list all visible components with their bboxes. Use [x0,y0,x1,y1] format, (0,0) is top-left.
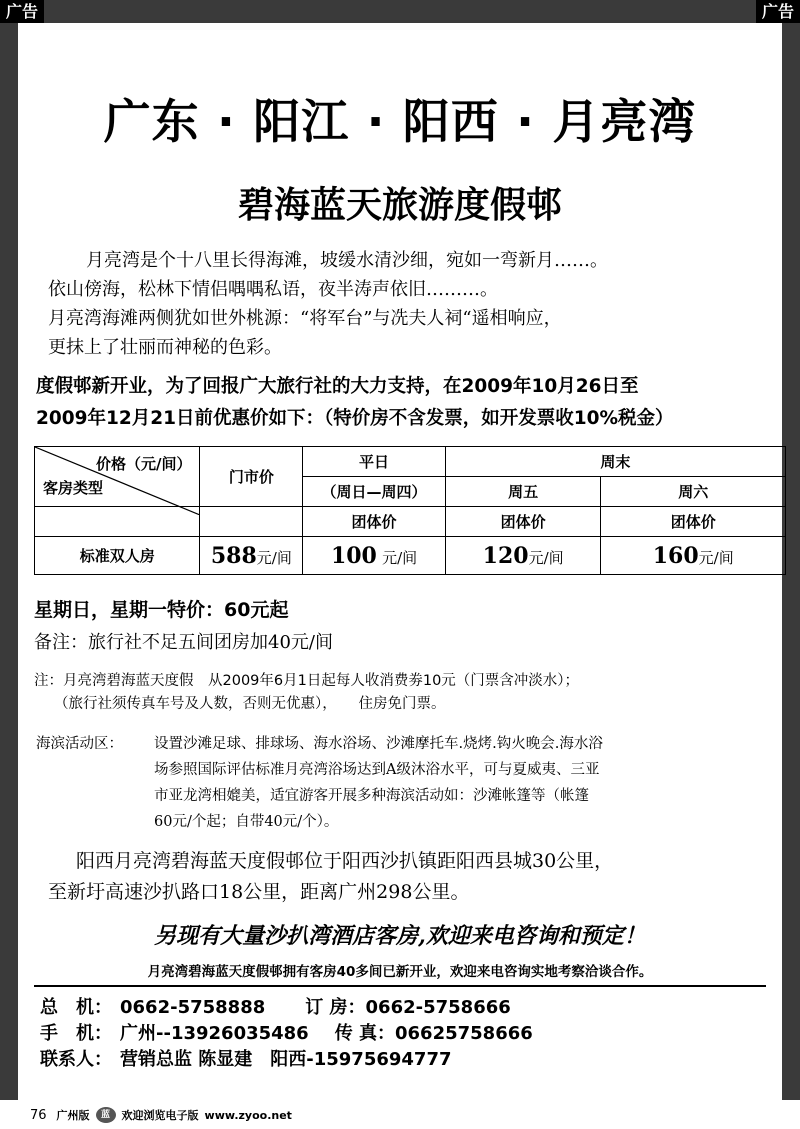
empty-cell [200,507,303,537]
intro-text [48,246,773,362]
header-diagonal-cell [35,447,200,507]
activity-line: 设置沙滩足球、排球场、海水浴场、沙滩摩托车.烧烤.钩火晚会.海水浴 [154,736,603,752]
ad-page [18,23,782,1100]
friday-price-cell [445,537,601,575]
activity-text [154,731,776,835]
price-unit: 元/间 [698,548,734,567]
mobile-label: 手 机： [40,1023,112,1044]
offer-text [36,371,781,435]
door-price-cell [200,537,303,575]
location-line: 至新圩高速沙扒路口18公里，距离广州298公里。 [48,881,470,903]
price-table [34,446,786,575]
activity-line: 市亚龙湾相媲美，适宜游客开展多种海滨活动如：沙滩帐篷等（帐篷 [154,788,589,804]
door-price-header: 门市价 [200,447,303,507]
note-line: 注：月亮湾碧海蓝天度假 从2009年6月1日起每人收消费劵10元（门票含冲淡水）； [34,673,580,689]
room-name: 标准双人房 [35,537,200,575]
intro-line: 月亮湾海滩两侧犹如世外桃源：“将军台”与冼夫人祠“遥相响应， [48,308,562,329]
door-price: 588 [210,542,257,569]
price-label: 价格（元/间） [95,455,192,473]
fax-number[interactable]: 06625758666 [395,1023,533,1044]
friday-price: 120 [482,542,529,569]
divider [34,985,766,987]
remark: 备注：旅行社不足五间团房加40元/间 [34,632,333,653]
activity-section [36,731,776,835]
weekday-range: （周日—周四） [303,477,446,507]
offer-line: 2009年12月21日前优惠价如下：（特价房不含发票，如开发票收10%税金） [36,408,674,429]
switchboard-label: 总 机： [40,997,112,1018]
intro-line: 依山傍海，松林下情侣喁喁私语，夜半涛声依旧………。 [48,279,498,300]
weekday-price: 100 [330,542,377,569]
mobile-number[interactable]: 广州--13926035486 [120,1023,309,1044]
price-unit: 元/间 [382,548,418,567]
fax-label: 传 真： [334,1023,395,1044]
edition-label: 广州版 [56,1109,90,1122]
location-text [48,846,778,908]
group-price-label: 团体价 [445,507,601,537]
room-type-label: 客房类型 [43,479,104,497]
slogan: 另现有大量沙扒湾酒店客房,欢迎来电咨询和预定！ [154,923,646,949]
switchboard-number[interactable]: 0662-5758888 [120,997,266,1018]
page-footer [30,1104,292,1126]
weekend-header: 周末 [445,447,785,477]
capacity-text: 月亮湾碧海蓝天度假邨拥有客房40多间已新开业，欢迎来电咨询实地考察洽谈合作。 [147,964,653,980]
magazine-logo-icon: 蓝 [96,1107,116,1123]
page-title: 广东 · 阳江 · 阳西 · 月亮湾 [103,95,697,150]
promo-text: 欢迎浏览电子版 [121,1109,199,1122]
page-number: 76 [30,1107,47,1123]
price-unit: 元/间 [528,548,564,567]
intro-line: 更抹上了壮丽而神秘的色彩。 [48,337,282,358]
note-line: （旅行社须传真车号及人数，否则无优惠）， 住房免门票。 [54,696,446,712]
activity-line: 场参照国际评估标准月亮湾浴场达到A级沐浴水平，可与夏威夷、三亚 [154,762,600,778]
offer-line: 度假邨新开业，为了回报广大旅行社的大力支持，在2009年10月26日至 [36,376,639,397]
weekday-price-cell [303,537,446,575]
group-price-label: 团体价 [303,507,446,537]
activity-line: 60元/个起；自带40元/个）。 [154,814,339,830]
intro-line: 月亮湾是个十八里长得海滩，坡缓水清沙细，宛如一弯新月……。 [86,250,608,271]
special-offer: 星期日，星期一特价：60元起 [34,599,289,621]
website-link[interactable]: www.zyoo.net [204,1108,292,1122]
saturday-price: 160 [652,542,699,569]
ad-label-right: 广告 [756,0,800,23]
friday-header: 周五 [445,477,601,507]
location-line: 阳西月亮湾碧海蓝天度假邨位于阳西沙扒镇距阳西县城30公里， [76,850,614,872]
booking-label: 订 房： [305,997,366,1018]
contact-person[interactable]: 营销总监 陈显建 阳西-15975694777 [120,1049,452,1070]
resort-name: 碧海蓝天旅游度假邨 [237,185,562,226]
booking-number[interactable]: 0662-5758666 [365,997,511,1018]
ad-label-left: 广告 [0,0,44,23]
saturday-header: 周六 [601,477,786,507]
note [34,670,779,716]
activity-label: 海滨活动区： [36,736,123,752]
weekday-header: 平日 [303,447,446,477]
contact-label: 联系人： [40,1049,112,1070]
contact-block [40,995,533,1073]
group-price-label: 团体价 [601,507,786,537]
price-unit: 元/间 [256,548,292,567]
saturday-price-cell [601,537,786,575]
